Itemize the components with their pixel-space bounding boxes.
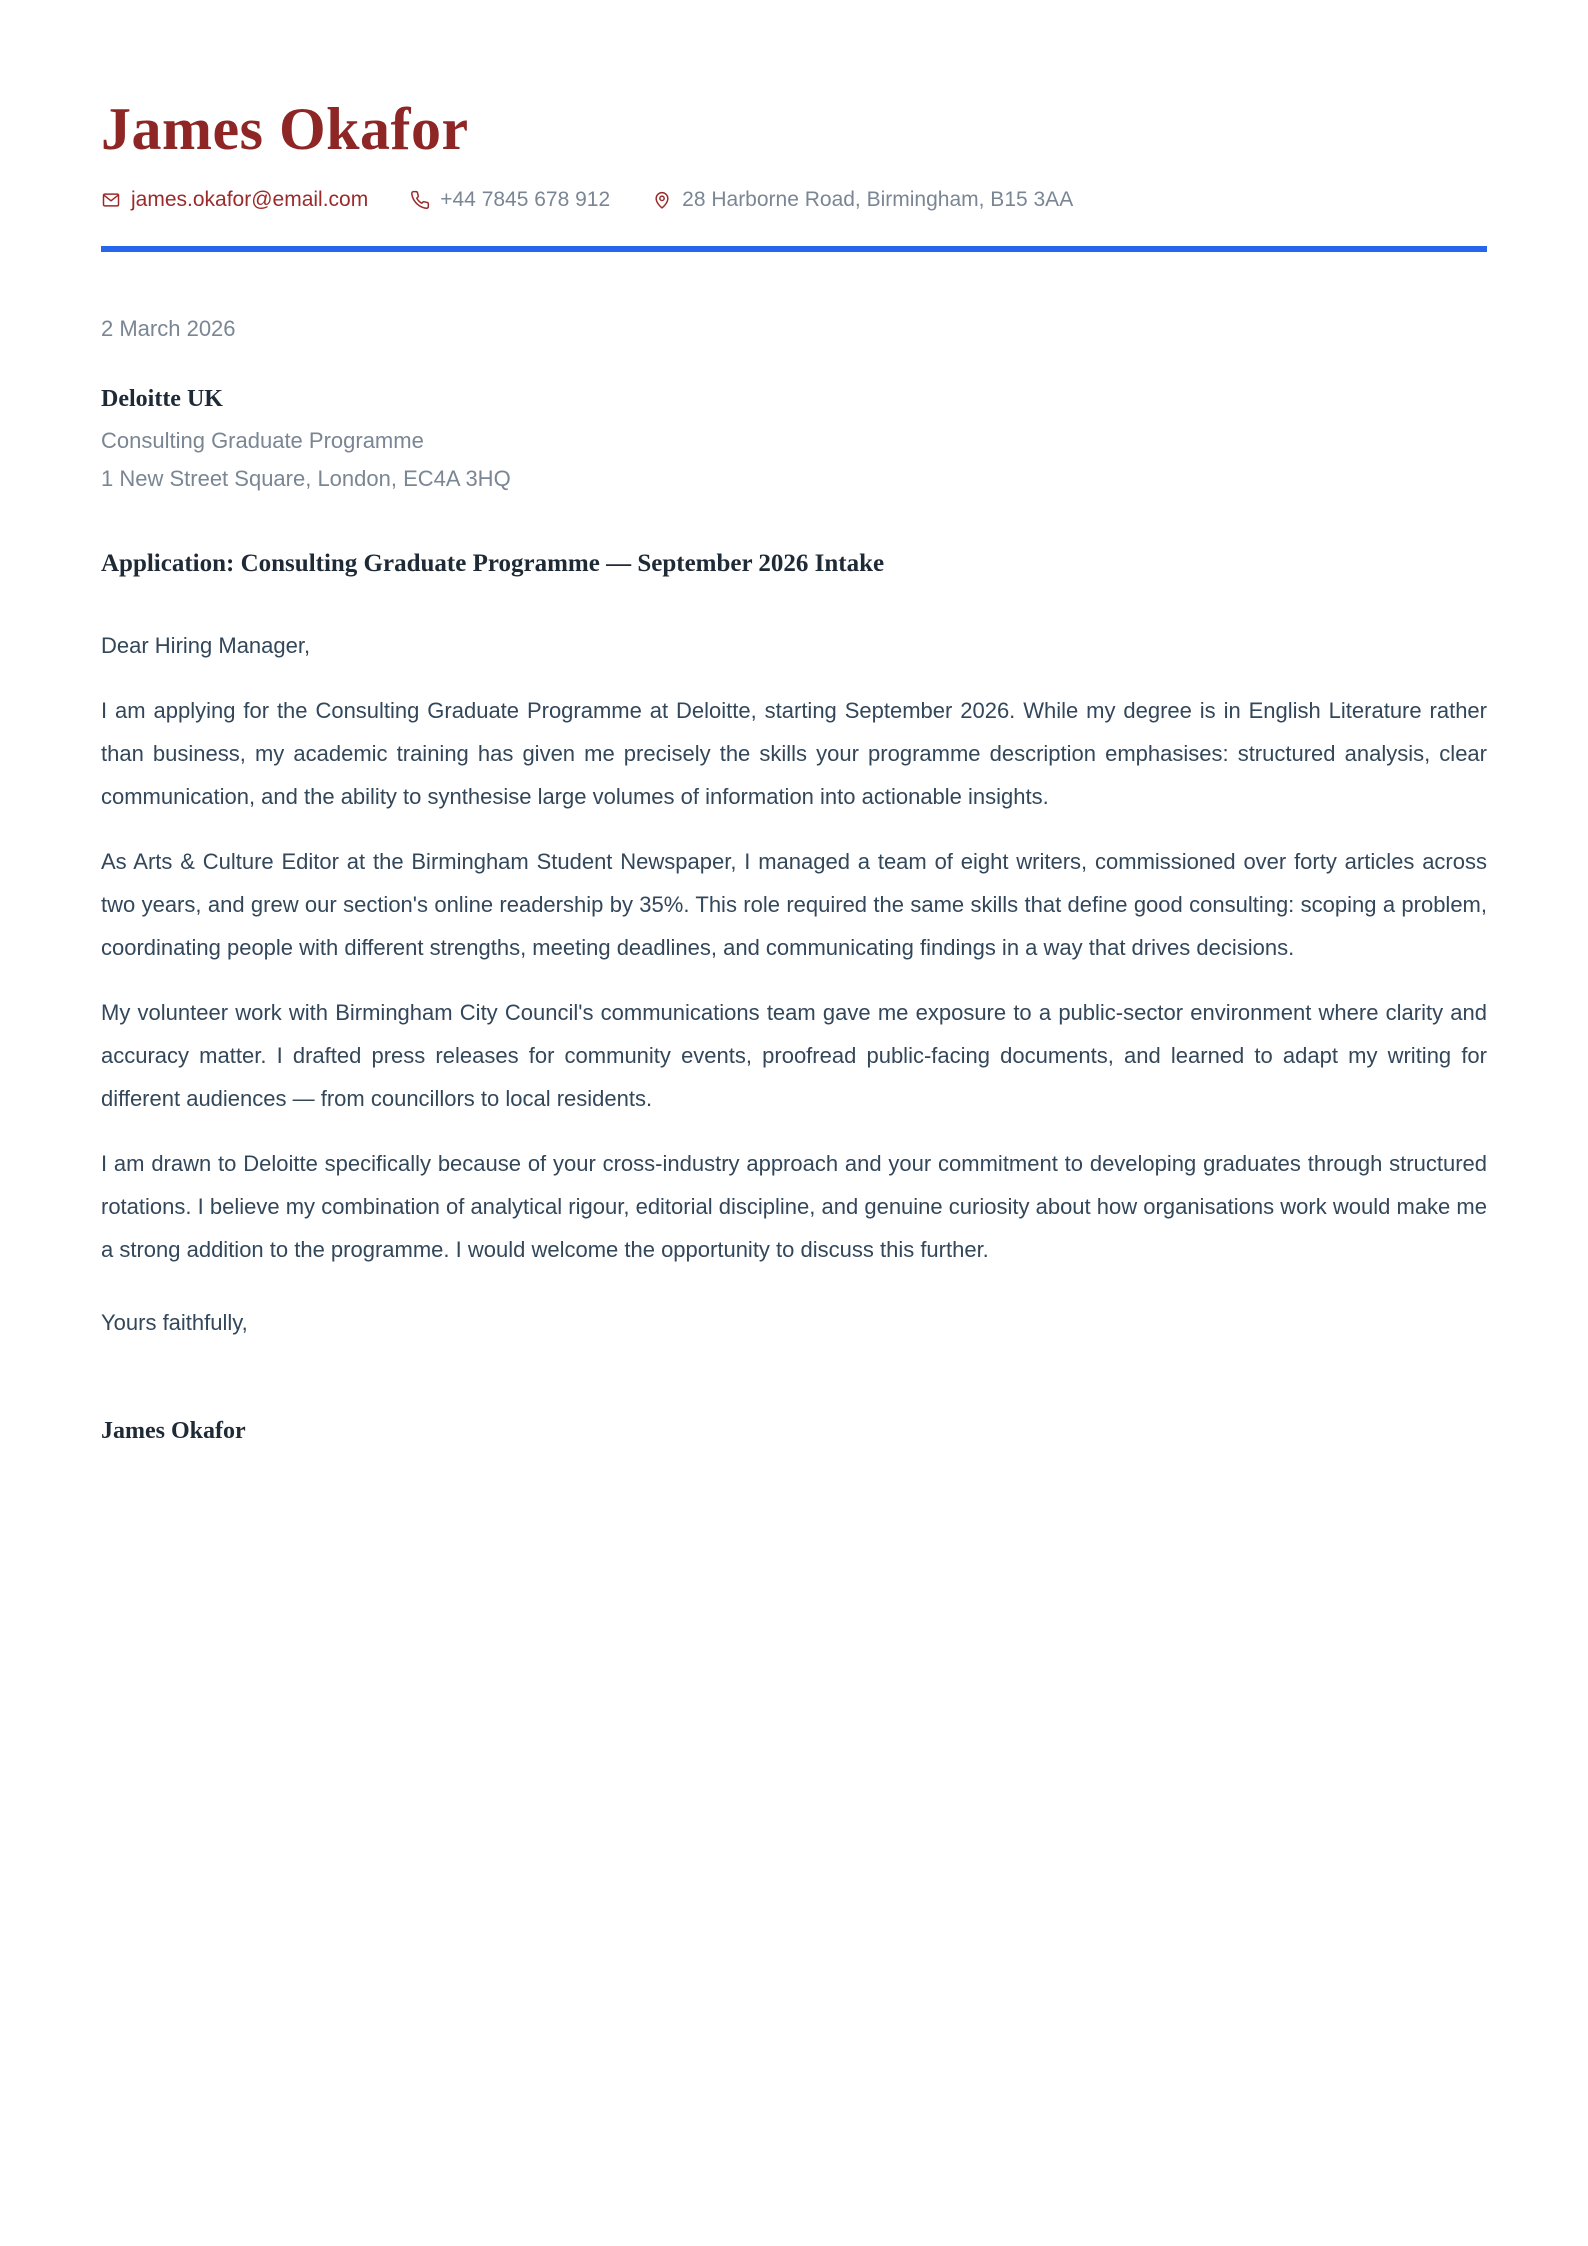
subject-line: Application: Consulting Graduate Programme — September 2026 Intake <box>101 550 885 577</box>
paragraph-2: As Arts & Culture Editor at the Birmingham Student Newspaper, I managed a team of eight writers, commissioned over forty articles across two years, and grew our section's online readership by 35%. This role required the same skills that define good consulting: scoping a problem, coordinating people with different strengths, meeting deadlines, and communicating findings in a way that drives decisions. <box>101 849 1487 960</box>
contact-phone <box>410 188 610 212</box>
paragraph-1: I am applying for the Consulting Graduate Programme at Deloitte, starting September 2026. While my degree is in English Literature rather than business, my academic training has given me precisely the skills your programme description emphasises: structured analysis, clear communication, and the ability to synthesise large volumes of information into actionable insights. <box>101 698 1487 809</box>
phone-icon <box>410 190 430 210</box>
location-pin-icon <box>652 190 672 210</box>
paragraph-3: My volunteer work with Birmingham City Council's communications team gave me exposure to a public-sector environment where clarity and accuracy matter. I drafted press releases for community events, proofread public-facing documents, and learned to adapt my writing for different audiences — from councillors to local residents. <box>101 1000 1487 1111</box>
phone-number: +44 7845 678 912 <box>440 188 611 211</box>
paragraph-4: I am drawn to Deloitte specifically because of your cross-industry approach and your commitment to developing graduates through structured rotations. I believe my combination of analytical rigour, editorial discipline, and genuine curiosity about how organisations work would make me a strong addition to the programme. I would welcome the opportunity to discuss this further. <box>101 1151 1487 1262</box>
contact-email <box>101 188 368 212</box>
contact-row <box>101 188 1487 212</box>
signature-name: James Okafor <box>101 1418 246 1444</box>
recipient-block <box>101 386 1487 498</box>
contact-address <box>652 188 1073 212</box>
header-divider <box>101 246 1487 252</box>
email-link[interactable]: james.okafor@email.com <box>131 188 369 211</box>
letter-header <box>101 96 1487 252</box>
salutation: Dear Hiring Manager, <box>101 633 311 658</box>
recipient-department: Consulting Graduate Programme <box>101 428 424 453</box>
email-icon <box>101 190 121 210</box>
recipient-address: 1 New Street Square, London, EC4A 3HQ <box>101 466 511 491</box>
closing: Yours faithfully, <box>101 1310 248 1335</box>
address-text: 28 Harborne Road, Birmingham, B15 3AA <box>682 188 1074 211</box>
letter-date: 2 March 2026 <box>101 316 236 341</box>
letter-body <box>101 316 1487 1445</box>
recipient-company: Deloitte UK <box>101 386 223 412</box>
page-title: James Okafor <box>101 96 469 162</box>
